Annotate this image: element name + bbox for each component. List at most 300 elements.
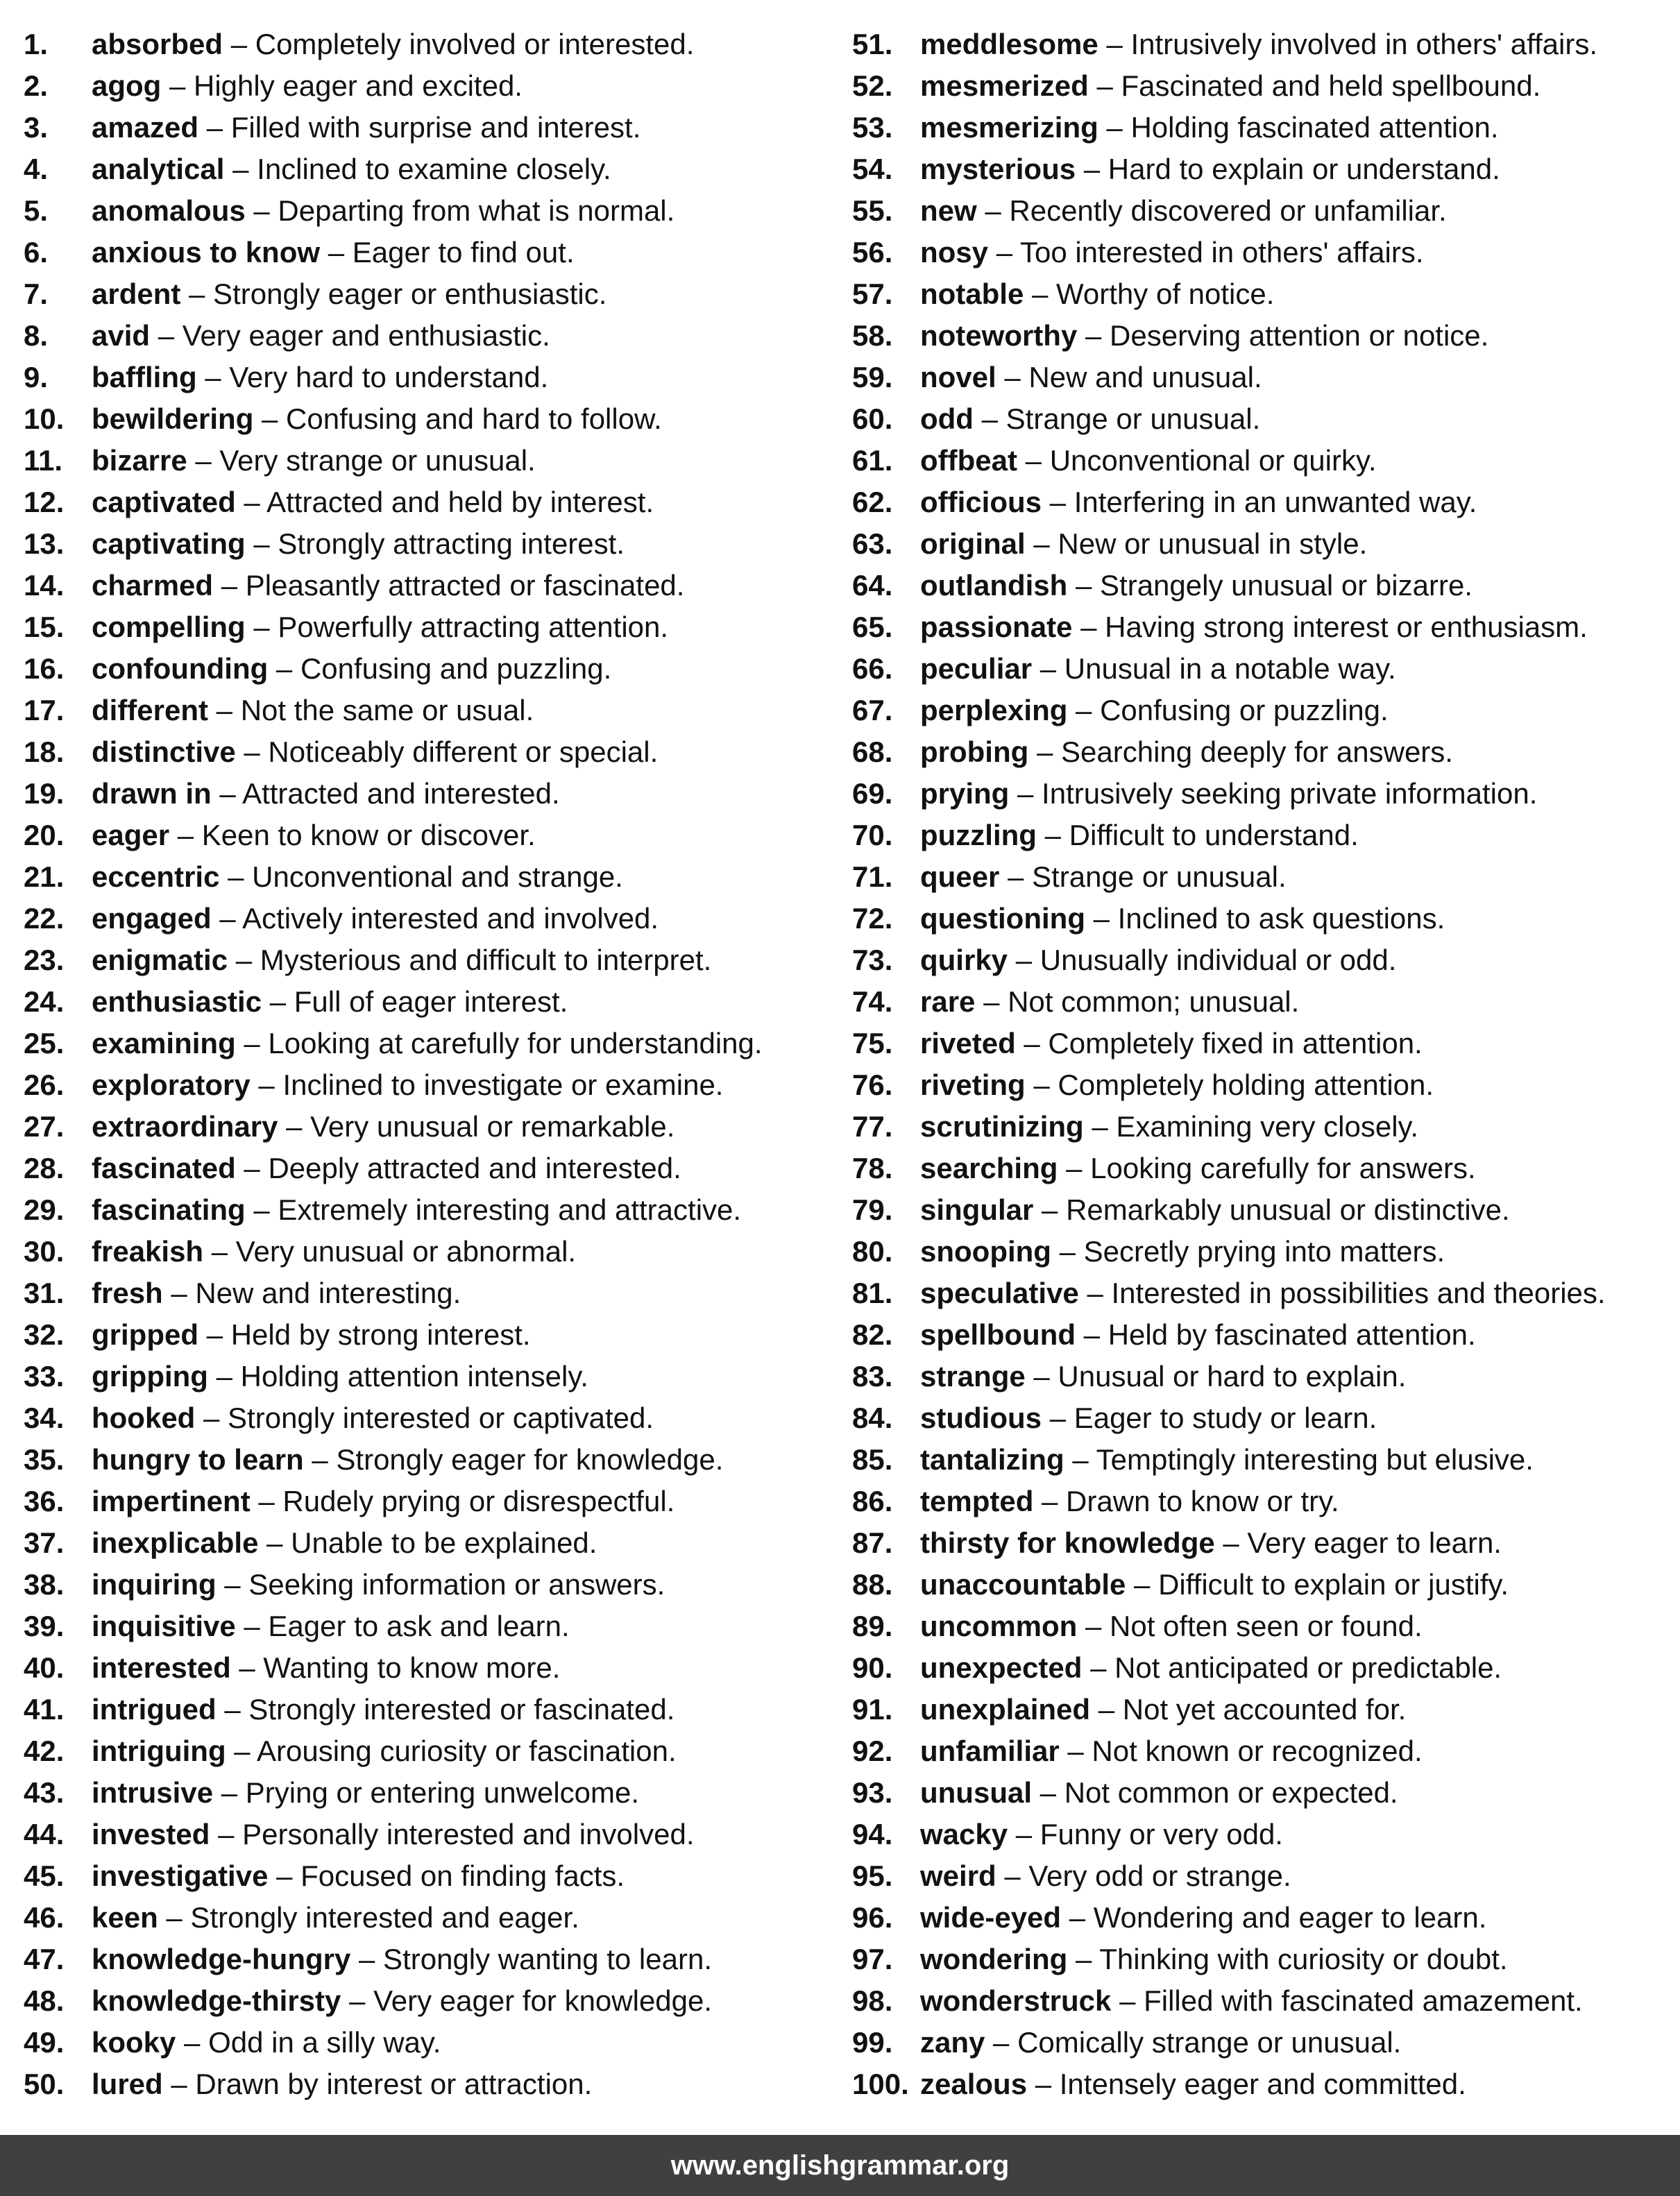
item-word: strange <box>920 1360 1026 1393</box>
item-word: intrusive <box>92 1776 214 1809</box>
list-item <box>24 24 842 65</box>
item-word: queer <box>920 860 1000 893</box>
item-number: 37. <box>24 1526 65 1559</box>
item-definition: – Personally interested and involved. <box>210 1818 695 1850</box>
item-word: notable <box>920 278 1024 310</box>
list-item <box>24 1897 842 1939</box>
list-item <box>852 232 1678 273</box>
item-word: knowledge-hungry <box>92 1943 351 1975</box>
item-definition: – Confusing and hard to follow. <box>253 402 662 435</box>
item-definition: – Examining very closely. <box>1083 1110 1419 1143</box>
list-item <box>24 2063 842 2105</box>
list-item <box>24 731 842 773</box>
item-word: captivating <box>92 527 246 560</box>
footer-banner <box>0 2135 1680 2196</box>
item-definition: – Eager to ask and learn. <box>235 1610 570 1642</box>
item-word: thirsty for knowledge <box>920 1526 1215 1559</box>
item-word: tempted <box>920 1485 1034 1517</box>
item-number: 62. <box>852 486 893 518</box>
item-number: 46. <box>24 1901 65 1934</box>
item-definition: – Inclined to ask questions. <box>1085 902 1445 935</box>
list-item <box>852 1689 1678 1730</box>
item-number: 40. <box>24 1651 65 1684</box>
list-item <box>852 357 1678 398</box>
item-word: kooky <box>92 2026 176 2059</box>
item-definition: – Completely fixed in attention. <box>1015 1027 1423 1059</box>
list-item <box>24 1273 842 1314</box>
item-definition: – Focused on finding facts. <box>268 1859 625 1892</box>
item-number: 30. <box>24 1235 65 1268</box>
item-number: 16. <box>24 652 65 685</box>
item-word: bewildering <box>92 402 254 435</box>
item-definition: – Strange or unusual. <box>999 860 1287 893</box>
item-number: 11. <box>24 444 63 477</box>
list-item <box>24 1814 842 1855</box>
item-number: 66. <box>852 652 893 685</box>
item-word: speculative <box>920 1277 1079 1309</box>
item-word: ardent <box>92 278 181 310</box>
item-number: 15. <box>24 611 65 643</box>
item-definition: – Strangely unusual or bizarre. <box>1067 569 1473 602</box>
item-definition: – Fascinated and held spellbound. <box>1088 69 1541 102</box>
item-number: 77. <box>852 1110 893 1143</box>
item-definition: – Funny or very odd. <box>1008 1818 1283 1850</box>
list-item <box>24 1064 842 1106</box>
item-word: knowledge-thirsty <box>92 1984 341 2017</box>
item-word: questioning <box>920 902 1085 935</box>
item-number: 54. <box>852 153 893 185</box>
list-item <box>24 1522 842 1564</box>
item-word: singular <box>920 1193 1034 1226</box>
item-definition: – Not common; unusual. <box>975 985 1300 1018</box>
item-word: exploratory <box>92 1069 251 1101</box>
item-number: 28. <box>24 1152 65 1184</box>
list-item <box>852 1106 1678 1148</box>
item-number: 47. <box>24 1943 65 1975</box>
item-number: 43. <box>24 1776 65 1809</box>
item-word: intriguing <box>92 1735 226 1767</box>
list-item <box>852 1397 1678 1439</box>
list-item <box>24 1314 842 1356</box>
item-number: 94. <box>852 1818 893 1850</box>
item-number: 64. <box>852 569 893 602</box>
item-word: examining <box>92 1027 236 1059</box>
item-number: 8. <box>24 319 49 352</box>
list-item <box>24 1023 842 1064</box>
list-item <box>852 1564 1678 1606</box>
list-item <box>852 939 1678 981</box>
list-item <box>24 1855 842 1897</box>
item-number: 51. <box>852 28 893 60</box>
item-word: spellbound <box>920 1318 1076 1351</box>
item-number: 29. <box>24 1193 65 1226</box>
list-item <box>852 148 1678 190</box>
item-number: 97. <box>852 1943 893 1975</box>
item-word: enigmatic <box>92 944 228 976</box>
item-definition: – Not known or recognized. <box>1059 1735 1423 1767</box>
item-definition: – Actively interested and involved. <box>211 902 659 935</box>
list-item <box>852 107 1678 148</box>
item-word: enthusiastic <box>92 985 262 1018</box>
item-word: wide-eyed <box>920 1901 1062 1934</box>
item-word: riveted <box>920 1027 1016 1059</box>
item-number: 24. <box>24 985 65 1018</box>
list-item <box>852 565 1678 606</box>
item-word: perplexing <box>920 694 1068 726</box>
list-item <box>24 1106 842 1148</box>
item-definition: – Strongly eager or enthusiastic. <box>180 278 607 310</box>
list-item <box>852 1897 1678 1939</box>
item-word: rare <box>920 985 976 1018</box>
item-definition: – Unable to be explained. <box>258 1526 597 1559</box>
list-item <box>852 482 1678 523</box>
item-definition: – Unusual or hard to explain. <box>1025 1360 1407 1393</box>
item-number: 63. <box>852 527 893 560</box>
item-definition: – Confusing or puzzling. <box>1067 694 1389 726</box>
item-definition: – Very eager to learn. <box>1214 1526 1502 1559</box>
item-word: peculiar <box>920 652 1033 685</box>
item-definition: – Seeking information or answers. <box>216 1568 665 1601</box>
item-number: 3. <box>24 111 49 144</box>
list-item <box>852 1939 1678 1980</box>
list-item <box>852 2022 1678 2063</box>
list-item <box>852 523 1678 565</box>
item-number: 79. <box>852 1193 893 1226</box>
list-item <box>24 148 842 190</box>
item-definition: – Strongly eager for knowledge. <box>303 1443 724 1476</box>
item-number: 58. <box>852 319 893 352</box>
item-word: inexplicable <box>92 1526 259 1559</box>
item-word: captivated <box>92 486 236 518</box>
item-number: 99. <box>852 2026 893 2059</box>
item-number: 18. <box>24 735 65 768</box>
list-item <box>24 190 842 232</box>
item-number: 19. <box>24 777 65 810</box>
item-definition: – Filled with fascinated amazement. <box>1111 1984 1583 2017</box>
word-list-column-left <box>24 24 842 2105</box>
item-word: interested <box>92 1651 231 1684</box>
list-item <box>852 1730 1678 1772</box>
item-number: 31. <box>24 1277 65 1309</box>
item-definition: – Inclined to examine closely. <box>224 153 611 185</box>
item-definition: – Strongly interested or captivated. <box>195 1402 654 1434</box>
item-word: analytical <box>92 153 225 185</box>
item-number: 6. <box>24 236 49 269</box>
item-word: intrigued <box>92 1693 217 1726</box>
item-definition: – Very hard to understand. <box>196 361 549 393</box>
list-item <box>852 1023 1678 1064</box>
item-word: offbeat <box>920 444 1017 477</box>
item-word: drawn in <box>92 777 212 810</box>
item-word: invested <box>92 1818 210 1850</box>
item-word: scrutinizing <box>920 1110 1084 1143</box>
item-definition: – Completely holding attention. <box>1025 1069 1434 1101</box>
website-url[interactable]: www.englishgrammar.org <box>670 2150 1010 2181</box>
item-definition: – Unusually individual or odd. <box>1008 944 1397 976</box>
item-number: 4. <box>24 153 49 185</box>
item-number: 91. <box>852 1693 893 1726</box>
item-number: 59. <box>852 361 893 393</box>
item-definition: – Odd in a silly way. <box>176 2026 441 2059</box>
item-definition: – Interfering in an unwanted way. <box>1042 486 1477 518</box>
item-word: searching <box>920 1152 1058 1184</box>
item-word: officious <box>920 486 1042 518</box>
list-item <box>24 2022 842 2063</box>
item-word: fascinating <box>92 1193 246 1226</box>
item-word: inquisitive <box>92 1610 236 1642</box>
list-item <box>852 1148 1678 1189</box>
list-item <box>24 565 842 606</box>
item-number: 71. <box>852 860 893 893</box>
list-item <box>24 107 842 148</box>
list-item <box>852 1814 1678 1855</box>
item-word: unexpected <box>920 1651 1083 1684</box>
item-definition: – Temptingly interesting but elusive. <box>1064 1443 1534 1476</box>
item-word: unexplained <box>920 1693 1091 1726</box>
item-definition: – Having strong interest or enthusiasm. <box>1072 611 1588 643</box>
list-item <box>852 1189 1678 1231</box>
item-number: 36. <box>24 1485 65 1517</box>
list-item <box>852 690 1678 731</box>
item-definition: – Eager to find out. <box>320 236 575 269</box>
item-definition: – Noticeably different or special. <box>235 735 659 768</box>
item-definition: – New and interesting. <box>162 1277 461 1309</box>
item-number: 83. <box>852 1360 893 1393</box>
item-definition: – Very odd or strange. <box>996 1859 1291 1892</box>
item-definition: – Looking at carefully for understanding. <box>235 1027 763 1059</box>
item-definition: – Deserving attention or notice. <box>1077 319 1489 352</box>
item-definition: – Strongly interested or fascinated. <box>216 1693 675 1726</box>
item-definition: – Held by fascinated attention. <box>1076 1318 1476 1351</box>
item-definition: – New and unusual. <box>996 361 1262 393</box>
item-definition: – Keen to know or discover. <box>169 819 536 851</box>
list-item <box>24 773 842 815</box>
list-item <box>24 856 842 898</box>
list-item <box>24 898 842 939</box>
item-word: weird <box>920 1859 996 1892</box>
item-word: fresh <box>92 1277 163 1309</box>
list-item <box>24 1564 842 1606</box>
item-word: passionate <box>920 611 1073 643</box>
item-word: puzzling <box>920 819 1037 851</box>
list-item <box>24 815 842 856</box>
item-number: 21. <box>24 860 65 893</box>
item-word: mesmerized <box>920 69 1089 102</box>
item-number: 68. <box>852 735 893 768</box>
item-word: inquiring <box>92 1568 217 1601</box>
item-word: anomalous <box>92 194 246 227</box>
list-item <box>24 1772 842 1814</box>
item-word: probing <box>920 735 1029 768</box>
item-definition: – Completely involved or interested. <box>223 28 695 60</box>
list-item <box>852 1522 1678 1564</box>
list-item <box>24 1689 842 1730</box>
item-number: 25. <box>24 1027 65 1059</box>
list-item <box>24 939 842 981</box>
item-number: 5. <box>24 194 49 227</box>
item-definition: – Highly eager and excited. <box>161 69 523 102</box>
item-number: 22. <box>24 902 65 935</box>
item-definition: – Secretly prying into matters. <box>1051 1235 1445 1268</box>
item-number: 96. <box>852 1901 893 1934</box>
item-definition: – Confusing and puzzling. <box>268 652 612 685</box>
list-item <box>24 690 842 731</box>
item-word: confounding <box>92 652 269 685</box>
item-number: 14. <box>24 569 65 602</box>
item-definition: – Pleasantly attracted or fascinated. <box>213 569 685 602</box>
item-definition: – Intensely eager and committed. <box>1027 2068 1466 2100</box>
item-number: 57. <box>852 278 893 310</box>
item-word: anxious to know <box>92 236 321 269</box>
list-item <box>24 65 842 107</box>
list-item <box>24 232 842 273</box>
list-item <box>24 648 842 690</box>
item-word: engaged <box>92 902 212 935</box>
list-item <box>852 24 1678 65</box>
list-item <box>24 1647 842 1689</box>
item-definition: – Deeply attracted and interested. <box>235 1152 681 1184</box>
item-definition: – Attracted and held by interest. <box>235 486 654 518</box>
item-definition: – Very eager for knowledge. <box>341 1984 713 2017</box>
item-definition: – Holding fascinated attention. <box>1098 111 1499 144</box>
item-number: 78. <box>852 1152 893 1184</box>
list-item <box>852 315 1678 357</box>
item-number: 98. <box>852 1984 893 2017</box>
list-item <box>24 1397 842 1439</box>
list-item <box>24 606 842 648</box>
item-definition: – Recently discovered or unfamiliar. <box>976 194 1447 227</box>
item-number: 10. <box>24 402 65 435</box>
item-definition: – Unconventional or quirky. <box>1017 444 1377 477</box>
item-word: novel <box>920 361 996 393</box>
item-number: 70. <box>852 819 893 851</box>
item-definition: – Very eager and enthusiastic. <box>150 319 550 352</box>
list-item <box>24 1481 842 1522</box>
item-word: riveting <box>920 1069 1026 1101</box>
item-definition: – Looking carefully for answers. <box>1058 1152 1476 1184</box>
item-number: 72. <box>852 902 893 935</box>
list-item <box>852 898 1678 939</box>
item-definition: – New or unusual in style. <box>1025 527 1368 560</box>
list-item <box>24 1356 842 1397</box>
list-item <box>852 731 1678 773</box>
list-item <box>852 1481 1678 1522</box>
item-number: 81. <box>852 1277 893 1309</box>
item-number: 32. <box>24 1318 65 1351</box>
item-definition: – Hard to explain or understand. <box>1076 153 1500 185</box>
item-number: 34. <box>24 1402 65 1434</box>
item-number: 23. <box>24 944 65 976</box>
item-number: 27. <box>24 1110 65 1143</box>
item-word: original <box>920 527 1026 560</box>
list-item <box>24 1439 842 1481</box>
item-definition: – Rudely prying or disrespectful. <box>250 1485 675 1517</box>
item-number: 9. <box>24 361 49 393</box>
item-number: 89. <box>852 1610 893 1642</box>
list-item <box>24 1231 842 1273</box>
list-item <box>24 1980 842 2022</box>
list-item <box>24 315 842 357</box>
item-number: 39. <box>24 1610 65 1642</box>
list-item <box>852 440 1678 482</box>
item-definition: – Unusual in a notable way. <box>1032 652 1396 685</box>
item-word: uncommon <box>920 1610 1078 1642</box>
item-word: prying <box>920 777 1010 810</box>
item-number: 35. <box>24 1443 65 1476</box>
item-definition: – Mysterious and difficult to interpret. <box>228 944 712 976</box>
item-definition: – Too interested in others' affairs. <box>988 236 1424 269</box>
list-item <box>24 523 842 565</box>
item-definition: – Intrusively involved in others' affairs. <box>1098 28 1598 60</box>
word-list-column-right <box>852 24 1678 2105</box>
item-definition: – Full of eager interest. <box>262 985 568 1018</box>
list-item <box>24 357 842 398</box>
list-item <box>852 1273 1678 1314</box>
item-definition: – Filled with surprise and interest. <box>198 111 641 144</box>
list-item <box>852 1647 1678 1689</box>
list-item <box>24 1730 842 1772</box>
item-number: 44. <box>24 1818 65 1850</box>
item-number: 52. <box>852 69 893 102</box>
list-item <box>852 1314 1678 1356</box>
item-word: eccentric <box>92 860 220 893</box>
item-definition: – Difficult to explain or justify. <box>1126 1568 1509 1601</box>
item-number: 61. <box>852 444 893 477</box>
item-number: 80. <box>852 1235 893 1268</box>
item-definition: – Drawn to know or try. <box>1033 1485 1339 1517</box>
item-number: 26. <box>24 1069 65 1101</box>
item-word: amazed <box>92 111 199 144</box>
item-number: 50. <box>24 2068 65 2100</box>
item-definition: – Interested in possibilities and theories. <box>1078 1277 1606 1309</box>
item-number: 85. <box>852 1443 893 1476</box>
item-number: 56. <box>852 236 893 269</box>
item-number: 100. <box>852 2068 909 2100</box>
item-definition: – Strongly interested and eager. <box>158 1901 579 1934</box>
item-word: compelling <box>92 611 246 643</box>
item-number: 2. <box>24 69 49 102</box>
list-item <box>852 398 1678 440</box>
item-number: 95. <box>852 1859 893 1892</box>
item-definition: – Holding attention intensely. <box>207 1360 588 1393</box>
list-item <box>852 1064 1678 1106</box>
item-number: 88. <box>852 1568 893 1601</box>
item-definition: – Not yet accounted for. <box>1090 1693 1407 1726</box>
list-item <box>24 273 842 315</box>
item-word: zealous <box>920 2068 1028 2100</box>
list-item <box>852 1356 1678 1397</box>
list-item <box>852 1439 1678 1481</box>
item-word: different <box>92 694 208 726</box>
item-definition: – Strongly wanting to learn. <box>350 1943 712 1975</box>
item-number: 42. <box>24 1735 65 1767</box>
list-item <box>24 398 842 440</box>
list-item <box>852 815 1678 856</box>
item-definition: – Remarkably unusual or distinctive. <box>1033 1193 1510 1226</box>
item-word: mesmerizing <box>920 111 1098 144</box>
item-word: fascinated <box>92 1152 236 1184</box>
list-item <box>852 1980 1678 2022</box>
item-number: 17. <box>24 694 65 726</box>
item-word: studious <box>920 1402 1042 1434</box>
item-definition: – Inclined to investigate or examine. <box>250 1069 724 1101</box>
item-definition: – Intrusively seeking private information. <box>1009 777 1538 810</box>
list-item <box>852 190 1678 232</box>
item-word: charmed <box>92 569 214 602</box>
list-item <box>852 773 1678 815</box>
item-word: nosy <box>920 236 989 269</box>
item-number: 12. <box>24 486 65 518</box>
